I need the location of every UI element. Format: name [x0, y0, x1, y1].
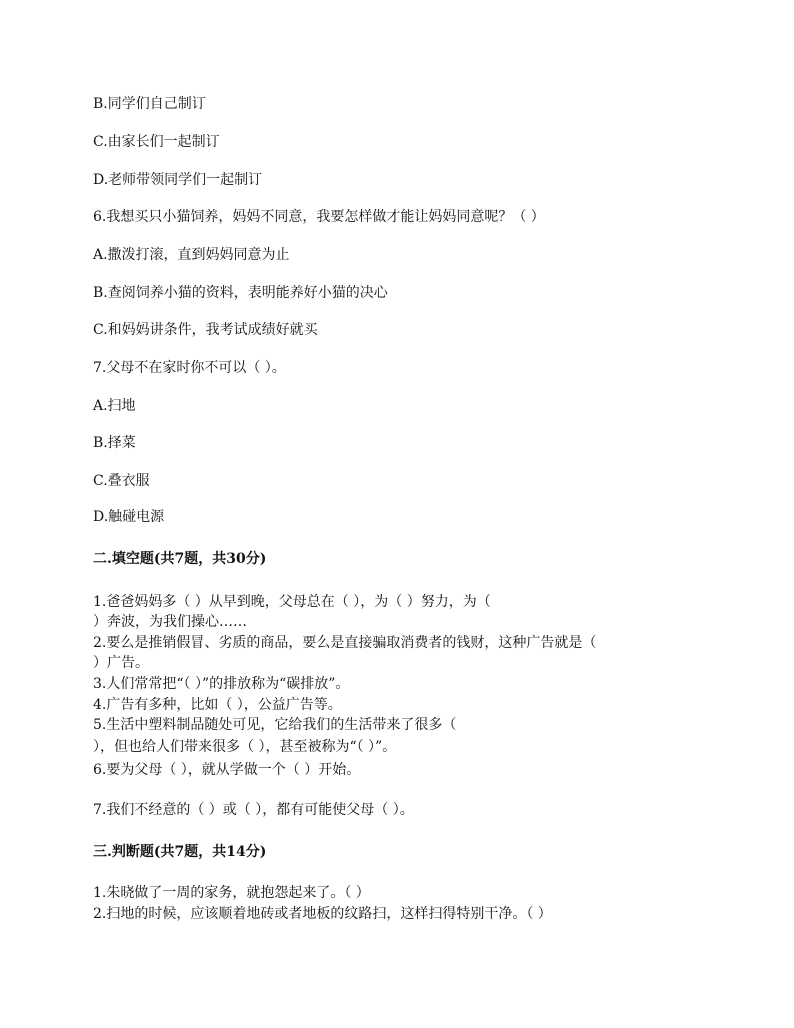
fill-q7: 7.我们不经意的（ ）或（ ），都有可能使父母（ ）。	[93, 802, 414, 818]
fill-q1-line1: 1.爸爸妈妈多（ ）从早到晚，父母总在（ ），为（ ）努力，为（	[93, 594, 491, 610]
fill-q1-line2: ）奔波，为我们操心……	[93, 614, 247, 630]
q6-option-a: A.撒泼打滚，直到妈妈同意为止	[93, 247, 290, 263]
fill-q6: 6.要为父母（ ），就从学做一个（ ）开始。	[93, 762, 361, 778]
judge-q1: 1.朱晓做了一周的家务，就抱怨起来了。（ ）	[93, 885, 370, 901]
fill-q5-line2: ），但也给人们带来很多（ ），甚至被称为“（ ）”。	[93, 739, 397, 755]
q5-option-d: D.老师带领同学们一起制订	[93, 172, 263, 188]
q6-option-b: B.查阅饲养小猫的资料，表明能养好小猫的决心	[93, 285, 388, 301]
q6-option-c: C.和妈妈讲条件，我考试成绩好就买	[93, 322, 318, 338]
section3-heading: 三.判断题(共7题，共14分)	[93, 844, 267, 860]
fill-q2-line1: 2.要么是推销假冒、劣质的商品，要么是直接骗取消费者的钱财，这种广告就是（	[93, 635, 597, 651]
q7-option-b: B.择菜	[93, 435, 136, 451]
fill-q3: 3.人们常常把“（ ）”的排放称为“碳排放”。	[93, 676, 350, 692]
q7-option-a: A.扫地	[93, 398, 136, 414]
q7-stem: 7.父母不在家时你不可以（ ）。	[93, 360, 286, 376]
q7-option-d: D.触碰电源	[93, 509, 165, 525]
section2-heading: 二.填空题(共7题，共30分)	[93, 551, 267, 567]
judge-q2: 2.扫地的时候，应该顺着地砖或者地板的纹路扫，这样扫得特别干净。（ ）	[93, 906, 552, 922]
q5-option-c: C.由家长们一起制订	[93, 134, 220, 150]
fill-q5-line1: 5.生活中塑料制品随处可见，它给我们的生活带来了很多（	[93, 717, 457, 733]
q5-option-b: B.同学们自己制订	[93, 96, 206, 112]
q6-stem: 6.我想买只小猫饲养，妈妈不同意，我要怎样做才能让妈妈同意呢？（ ）	[93, 209, 545, 225]
q7-option-c: C.叠衣服	[93, 473, 150, 489]
fill-q2-line2: ）广告。	[93, 655, 149, 671]
fill-q4: 4.广告有多种，比如（ ），公益广告等。	[93, 697, 342, 713]
